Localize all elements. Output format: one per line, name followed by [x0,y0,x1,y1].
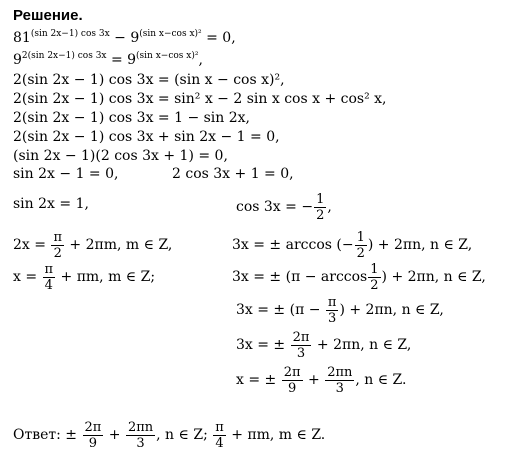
right-step-6: x = ± $\frac{2\pi}{9}$ + $\frac{2\pi n}{3}$ , n ∈ Z. [236,364,407,396]
equation-case-left: sin 2x − 1 = 0, [13,166,119,182]
right-step-3: 3x = ± (π − arccos $\frac{1}{2}$ ) + 2πn, n ∈ Z, [232,261,486,293]
answer-line: Ответ: ± $\frac{2\pi}{9}$ + $\frac{2\pi n}{3}$ , n ∈ Z; $\frac{\pi}{4}$ + πm, m ∈ Z. [13,419,326,451]
left-step-3: x = $\frac{\pi}{4}$ + πm, m ∈ Z; [13,261,156,293]
equation-line-7: (sin 2x − 1)(2 cos 3x + 1) = 0, [13,148,228,164]
equation-line-2: $9^{2(sin 2x-1) cos 3x} = 9^{(sin x-cos x)^2}$, [13,51,203,68]
right-step-2: 3x = ± arccos (− $\frac{1}{2}$ ) + 2πn, n ∈ Z, [232,229,473,261]
equation-line-4: 2(sin 2x − 1) cos 3x = sin² x − 2 sin x cos x + cos² x, [13,91,387,107]
equation-case-right: 2 cos 3x + 1 = 0, [172,166,294,182]
fraction: $\frac{2\pi}{3}$ [292,329,310,361]
left-step-1: sin 2x = 1, [13,196,89,212]
right-step-4: 3x = ± (π − $\frac{\pi}{3}$ ) + 2πn, n ∈ Z, [236,294,444,326]
equation-line-3: 2(sin 2x − 1) cos 3x = (sin x − cos x)², [13,72,285,88]
fraction: $\frac{\pi}{4}$ [44,261,54,293]
solution-heading: Решение. [13,7,83,24]
fraction: $\frac{1}{2}$ [316,191,325,223]
equation-line-6: 2(sin 2x − 1) cos 3x + sin 2x − 1 = 0, [13,129,280,145]
answer-label: Ответ: [13,427,61,443]
fraction: $\frac{2\pi n}{3}$ [327,364,353,396]
fraction: $\frac{2\pi n}{3}$ [127,419,154,451]
equation-line-1: $81^{(sin 2x-1) cos 3x} - 9^{(sin x-cos x)^2} = 0$, [13,29,236,46]
right-step-5: 3x = ± $\frac{2\pi}{3}$ + 2πn, n ∈ Z, [236,329,412,361]
fraction: $\frac{1}{2}$ [356,229,365,261]
fraction: $\frac{\pi}{2}$ [53,229,62,261]
fraction: $\frac{\pi}{4}$ [215,419,224,451]
fraction: $\frac{\pi}{3}$ [327,294,337,326]
fraction: $\frac{2\pi}{9}$ [84,419,102,451]
equation-line-5: 2(sin 2x − 1) cos 3x = 1 − sin 2x, [13,110,251,126]
right-step-1: cos 3x = − $\frac{1}{2}$ , [236,191,332,223]
left-step-2: 2x = $\frac{\pi}{2}$ + 2πm, m ∈ Z, [13,229,173,261]
fraction: $\frac{2\pi}{9}$ [283,364,301,396]
fraction: $\frac{1}{2}$ [370,261,379,293]
